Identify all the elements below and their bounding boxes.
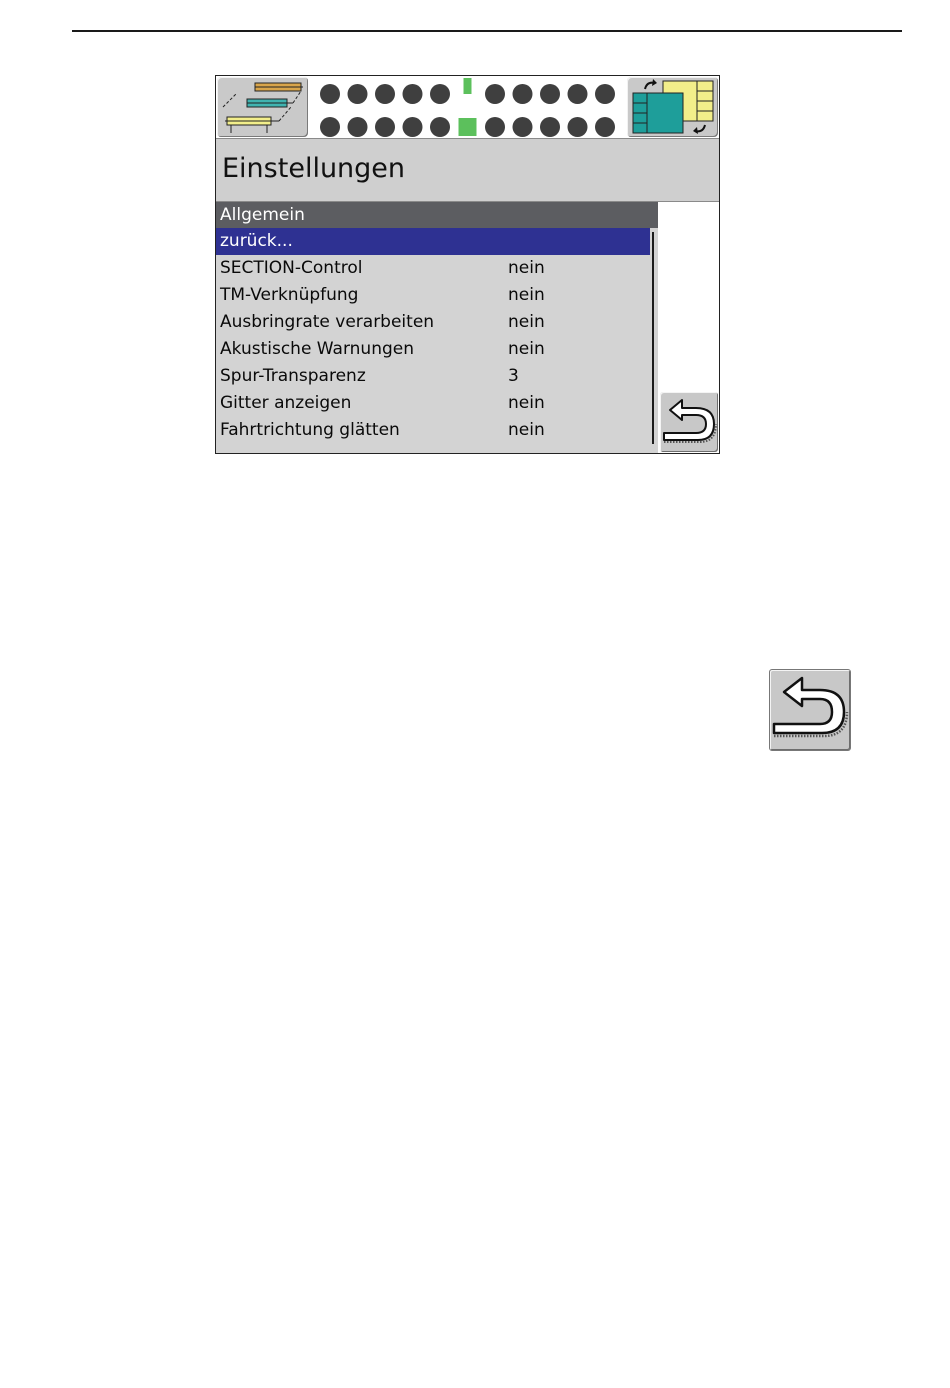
list-item-label: Spur-Transparenz	[220, 366, 366, 386]
list-item-value: nein	[508, 285, 545, 305]
list-item-label: Akustische Warnungen	[220, 339, 414, 359]
scrollbar-thumb[interactable]	[652, 232, 654, 444]
list-item-value: nein	[508, 312, 545, 332]
section-led-bottom-3	[375, 117, 395, 137]
list-item-label: Gitter anzeigen	[220, 393, 352, 413]
section-status-leds	[312, 76, 624, 138]
section-led-top-4	[403, 84, 423, 104]
section-led-bottom-8	[513, 117, 533, 137]
section-led-top-2	[348, 84, 368, 104]
section-led-bottom-4	[403, 117, 423, 137]
return-arrow-icon	[770, 670, 850, 750]
header-rule	[72, 30, 902, 32]
section-led-bottom-10	[568, 117, 588, 137]
return-arrow-icon	[660, 392, 718, 452]
settings-list-body	[216, 228, 658, 453]
section-led-top-9	[540, 84, 560, 104]
section-led-bottom-11	[595, 117, 615, 137]
list-item-value: nein	[508, 420, 545, 440]
section-led-top-11	[595, 84, 615, 104]
section-led-top-5	[430, 84, 450, 104]
list-item-back[interactable]	[216, 228, 650, 255]
section-led-top-3	[375, 84, 395, 104]
section-led-bottom-5	[430, 117, 450, 137]
section-led-top-10	[568, 84, 588, 104]
section-led-bottom-6	[459, 118, 477, 136]
machine-layout-button[interactable]	[217, 77, 308, 137]
title-bar	[216, 138, 719, 202]
list-item-label: zurück...	[220, 231, 293, 251]
list-item-label: SECTION-Control	[220, 258, 363, 278]
list-item-ausbringrate[interactable]	[216, 309, 658, 336]
section-led-bottom-2	[348, 117, 368, 137]
list-item-fahrtrichtung-glaetten[interactable]	[216, 417, 658, 444]
terminal-screen	[215, 75, 720, 454]
list-item-value: nein	[508, 258, 545, 278]
list-item-value: nein	[508, 339, 545, 359]
map-view-switch-icon	[627, 77, 718, 137]
list-item-spur-transparenz[interactable]	[216, 363, 658, 390]
list-item-value: nein	[508, 393, 545, 413]
settings-list	[216, 202, 658, 453]
machine-layout-icon	[217, 77, 308, 137]
section-led-top-1	[320, 84, 340, 104]
list-item-tm-verknuepfung[interactable]	[216, 282, 658, 309]
list-item-value: 3	[508, 366, 519, 386]
section-led-bottom-7	[485, 117, 505, 137]
list-scrollbar[interactable]	[650, 228, 657, 453]
section-led-top-7	[485, 84, 505, 104]
section-led-bottom-1	[320, 117, 340, 137]
section-led-top-6	[464, 78, 472, 94]
list-item-akustische-warnungen[interactable]	[216, 336, 658, 363]
section-header: Allgemein	[216, 202, 658, 228]
list-item-label: TM-Verknüpfung	[220, 285, 359, 305]
list-item-section-control[interactable]	[216, 255, 658, 282]
back-button[interactable]	[660, 392, 718, 452]
section-led-top-8	[513, 84, 533, 104]
section-led-bottom-9	[540, 117, 560, 137]
list-item-gitter-anzeigen[interactable]	[216, 390, 658, 417]
list-item-label: Fahrtrichtung glätten	[220, 420, 400, 440]
page-title: Einstellungen	[222, 153, 406, 184]
list-item-label: Ausbringrate verarbeiten	[220, 312, 435, 332]
map-view-switch-button[interactable]	[627, 77, 718, 137]
back-button-illustration	[769, 669, 851, 751]
